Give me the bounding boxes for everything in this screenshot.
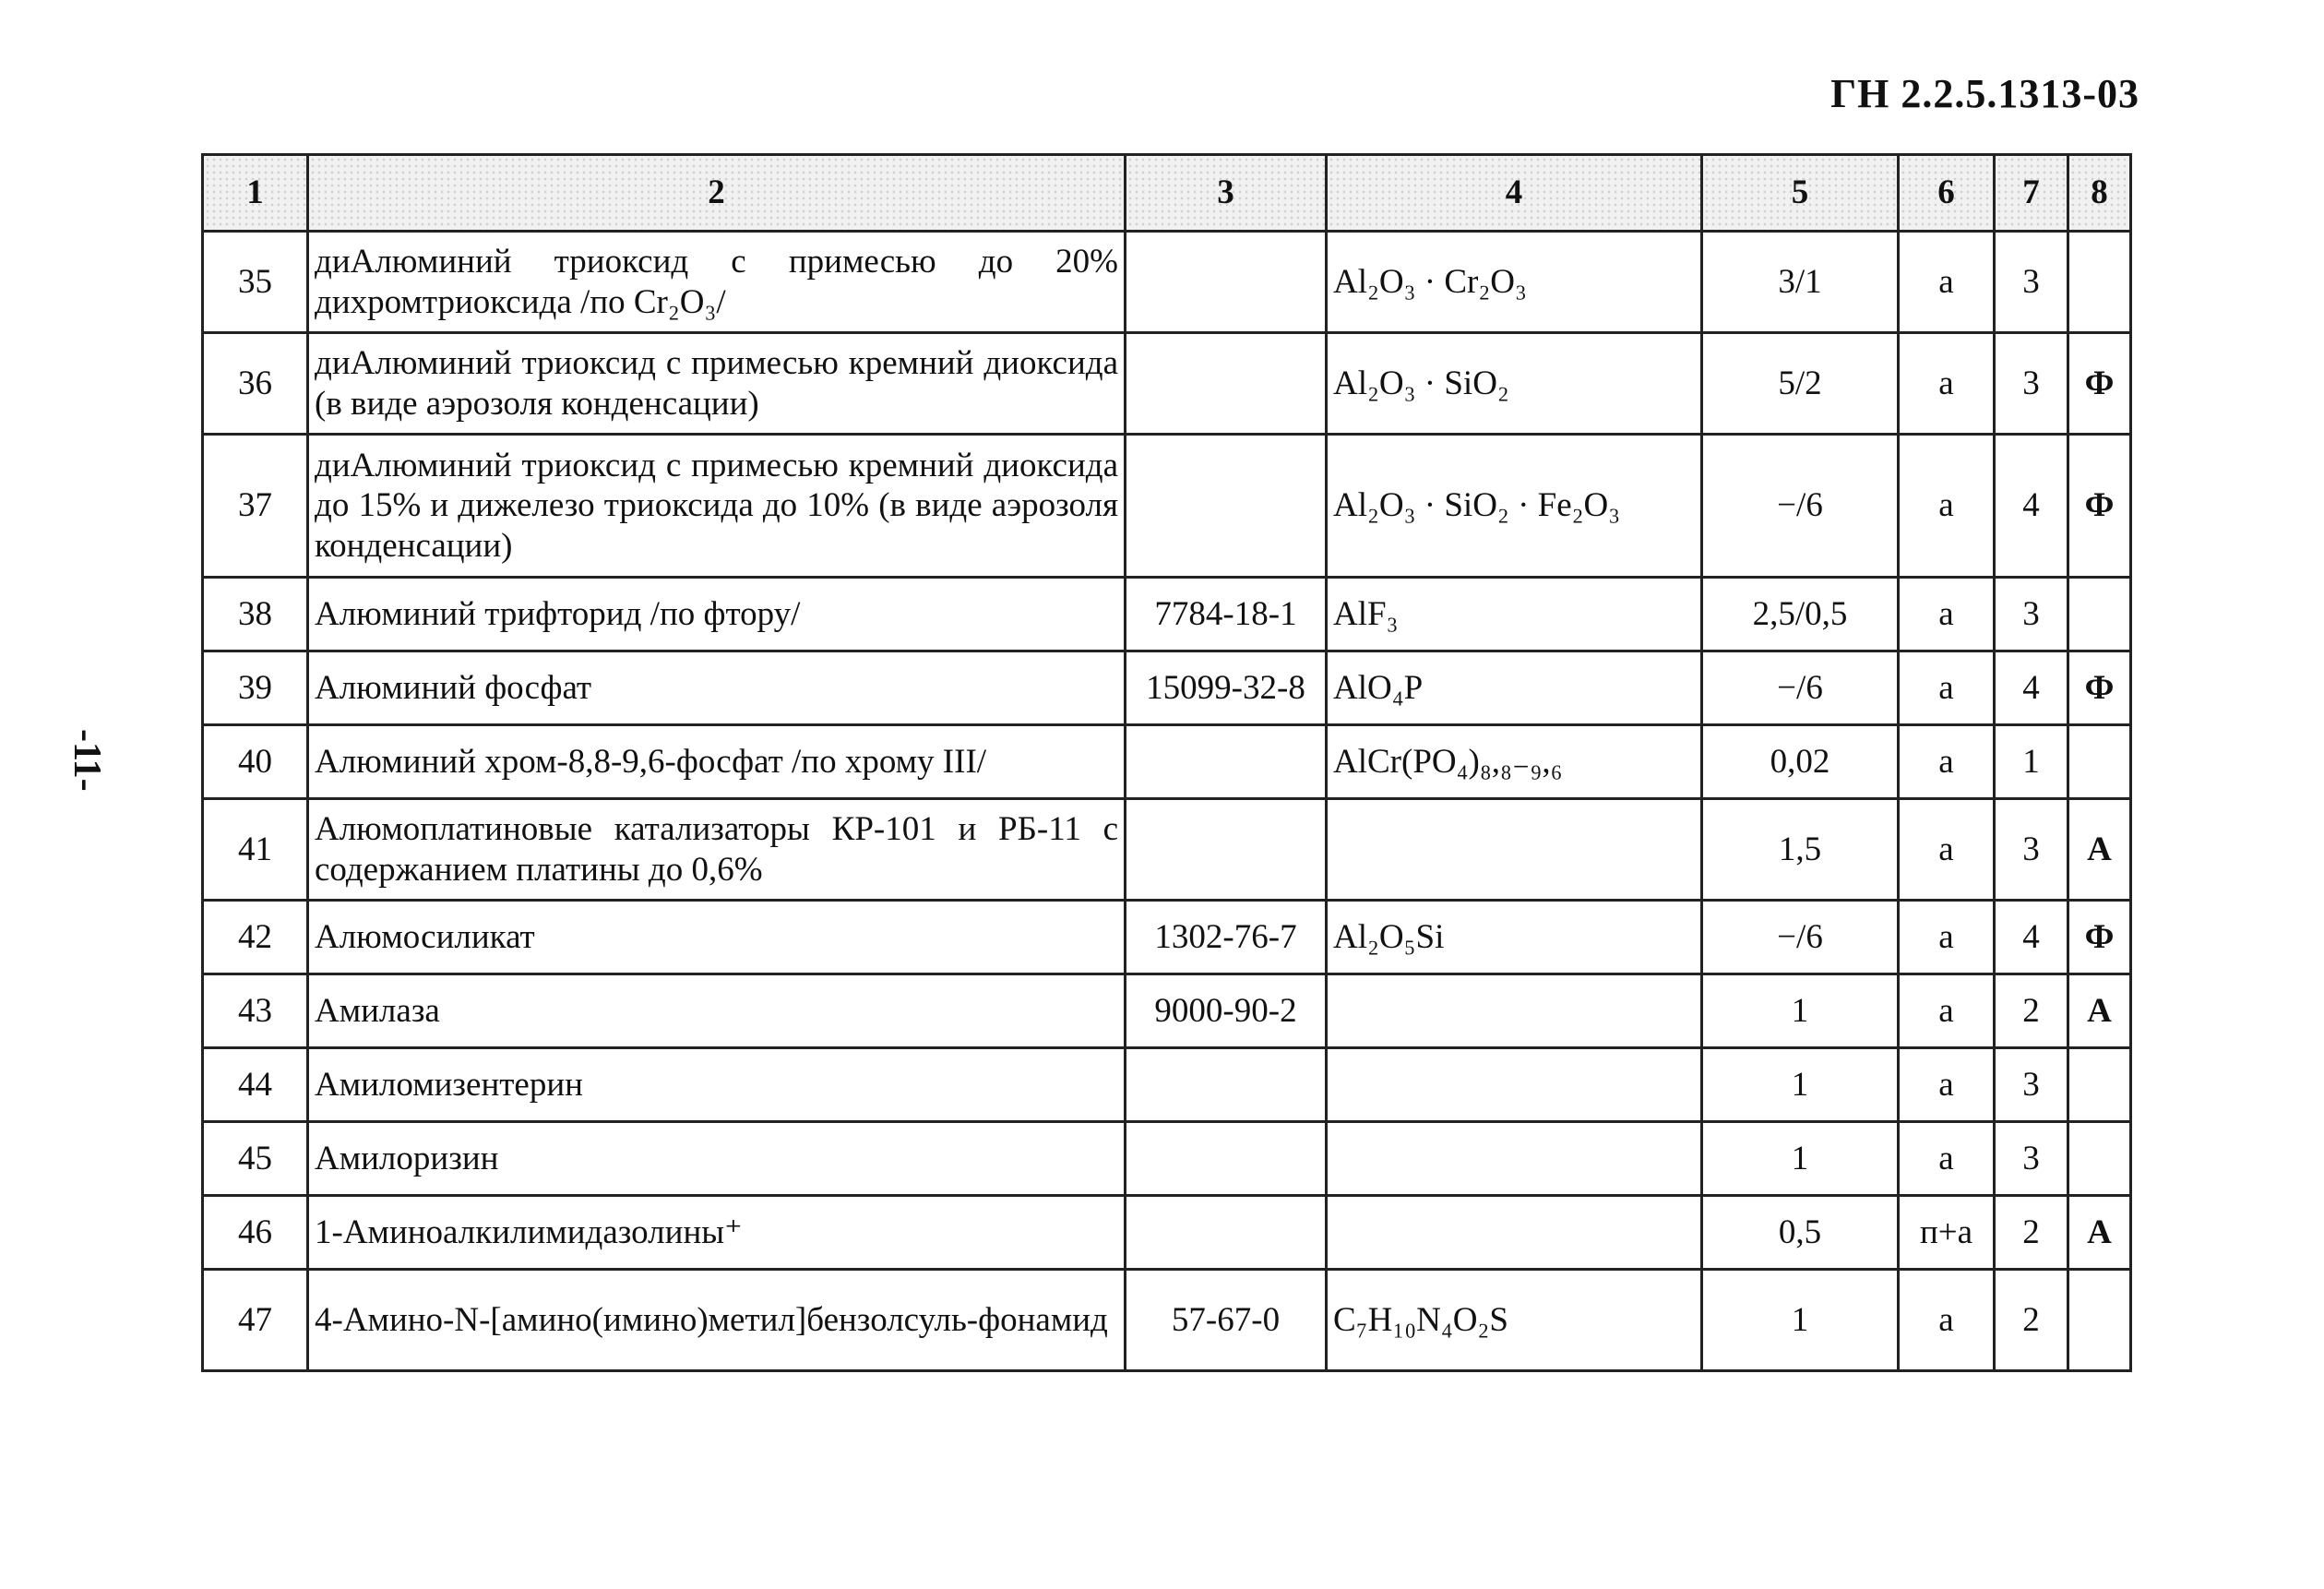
row-number: 47	[203, 1270, 308, 1371]
column-header: 1	[203, 155, 308, 232]
column-7-value: 2	[1995, 974, 2068, 1048]
cas-number	[1126, 1122, 1327, 1196]
column-7-value: 1	[1995, 725, 2068, 799]
chemical-formula	[1327, 799, 1702, 901]
table-row	[203, 435, 2131, 578]
row-number: 43	[203, 974, 308, 1048]
cas-number: 15099-32-8	[1126, 651, 1327, 725]
header-row	[203, 155, 2131, 232]
column-7-value: 4	[1995, 901, 2068, 974]
column-8-value: Ф	[2068, 651, 2131, 725]
substances-table	[201, 153, 2132, 1372]
column-5-value: 2,5/0,5	[1702, 578, 1899, 651]
page-number: -11-	[66, 729, 108, 792]
cas-number	[1126, 1048, 1327, 1122]
column-8-value: Ф	[2068, 333, 2131, 435]
substance-name: 4-Амино-N-[амино(имино)метил]бензолсуль-фонамид	[308, 1270, 1126, 1371]
column-5-value: 5/2	[1702, 333, 1899, 435]
column-5-value: 1	[1702, 1048, 1899, 1122]
column-5-value: 3/1	[1702, 232, 1899, 333]
substance-name: Алюминий трифторид /по фтору/	[308, 578, 1126, 651]
cas-number	[1126, 799, 1327, 901]
row-number: 35	[203, 232, 308, 333]
table-row	[203, 799, 2131, 901]
cas-number: 7784-18-1	[1126, 578, 1327, 651]
column-5-value: 0,02	[1702, 725, 1899, 799]
column-8-value	[2068, 725, 2131, 799]
row-number: 39	[203, 651, 308, 725]
column-6-value: а	[1899, 1048, 1995, 1122]
column-5-value: 1,5	[1702, 799, 1899, 901]
column-5-value: −/6	[1702, 651, 1899, 725]
row-number: 38	[203, 578, 308, 651]
table-row	[203, 1270, 2131, 1371]
table-row	[203, 1122, 2131, 1196]
row-number: 40	[203, 725, 308, 799]
table-row	[203, 651, 2131, 725]
cas-number: 57-67-0	[1126, 1270, 1327, 1371]
row-number: 37	[203, 435, 308, 578]
column-header: 3	[1126, 155, 1327, 232]
cas-number	[1126, 232, 1327, 333]
table-row	[203, 578, 2131, 651]
column-6-value: а	[1899, 974, 1995, 1048]
column-8-value	[2068, 578, 2131, 651]
substance-name: Амиломизентерин	[308, 1048, 1126, 1122]
chemical-formula: AlF₃	[1327, 578, 1702, 651]
column-6-value: а	[1899, 232, 1995, 333]
table-row	[203, 232, 2131, 333]
column-5-value: −/6	[1702, 435, 1899, 578]
cas-number	[1126, 725, 1327, 799]
substance-name: Алюмосиликат	[308, 901, 1126, 974]
column-7-value: 3	[1995, 578, 2068, 651]
row-number: 44	[203, 1048, 308, 1122]
chemical-formula	[1327, 1196, 1702, 1270]
column-7-value: 4	[1995, 651, 2068, 725]
column-6-value: а	[1899, 435, 1995, 578]
substance-name: диАлюминий триоксид с примесью кремний диоксида до 15% и дижелезо триоксида до 10% (в виде аэрозоля конденсации)	[308, 435, 1126, 578]
column-8-value: А	[2068, 799, 2131, 901]
column-8-value: Ф	[2068, 901, 2131, 974]
substance-name: Алюминий фосфат	[308, 651, 1126, 725]
substance-name: диАлюминий триоксид с примесью кремний диоксида (в виде аэрозоля конденсации)	[308, 333, 1126, 435]
table-row	[203, 1196, 2131, 1270]
cas-number	[1126, 1196, 1327, 1270]
column-7-value: 3	[1995, 799, 2068, 901]
column-6-value: а	[1899, 901, 1995, 974]
document-code: ГН 2.2.5.1313-03	[1830, 71, 2139, 116]
column-8-value: Ф	[2068, 435, 2131, 578]
chemical-formula	[1327, 974, 1702, 1048]
column-6-value: а	[1899, 725, 1995, 799]
row-number: 36	[203, 333, 308, 435]
column-5-value: −/6	[1702, 901, 1899, 974]
column-5-value: 1	[1702, 974, 1899, 1048]
column-8-value	[2068, 1122, 2131, 1196]
column-6-value: а	[1899, 333, 1995, 435]
chemical-formula: AlCr(PO₄)₈,₈₋₉,₆	[1327, 725, 1702, 799]
substance-name: Алюмоплатиновые катализаторы КР-101 и РБ-11 с содержанием платины до 0,6%	[308, 799, 1126, 901]
chemical-formula: Al₂O₃ · Cr₂O₃	[1327, 232, 1702, 333]
cas-number: 1302-76-7	[1126, 901, 1327, 974]
chemical-formula: Al₂O₃ · SiO₂	[1327, 333, 1702, 435]
chemical-formula	[1327, 1122, 1702, 1196]
column-6-value: а	[1899, 1122, 1995, 1196]
chemical-formula: Al₂O₅Si	[1327, 901, 1702, 974]
chemical-formula	[1327, 1048, 1702, 1122]
table-row	[203, 974, 2131, 1048]
cas-number	[1126, 333, 1327, 435]
substance-name: диАлюминий триоксид с примесью до 20% дихромтриоксида /по Cr₂O₃/	[308, 232, 1126, 333]
cas-number: 9000-90-2	[1126, 974, 1327, 1048]
column-8-value	[2068, 232, 2131, 333]
column-header: 4	[1327, 155, 1702, 232]
column-6-value: а	[1899, 799, 1995, 901]
column-header: 8	[2068, 155, 2131, 232]
column-8-value	[2068, 1048, 2131, 1122]
chemical-formula: Al₂O₃ · SiO₂ · Fe₂O₃	[1327, 435, 1702, 578]
table-row	[203, 901, 2131, 974]
substance-name: Амилоризин	[308, 1122, 1126, 1196]
chemical-formula: AlO₄P	[1327, 651, 1702, 725]
table-row	[203, 725, 2131, 799]
column-header: 7	[1995, 155, 2068, 232]
column-5-value: 0,5	[1702, 1196, 1899, 1270]
table-row	[203, 1048, 2131, 1122]
row-number: 45	[203, 1122, 308, 1196]
column-8-value: А	[2068, 974, 2131, 1048]
table-row	[203, 333, 2131, 435]
column-7-value: 3	[1995, 232, 2068, 333]
column-5-value: 1	[1702, 1270, 1899, 1371]
chemical-formula: C₇H₁₀N₄O₂S	[1327, 1270, 1702, 1371]
substance-name: 1-Аминоалкилимидазолины⁺	[308, 1196, 1126, 1270]
row-number: 46	[203, 1196, 308, 1270]
column-7-value: 3	[1995, 1048, 2068, 1122]
column-header: 2	[308, 155, 1126, 232]
column-6-value: а	[1899, 651, 1995, 725]
cas-number	[1126, 435, 1327, 578]
row-number: 42	[203, 901, 308, 974]
substance-name: Амилаза	[308, 974, 1126, 1048]
row-number: 41	[203, 799, 308, 901]
column-header: 5	[1702, 155, 1899, 232]
column-7-value: 4	[1995, 435, 2068, 578]
column-8-value: А	[2068, 1196, 2131, 1270]
column-8-value	[2068, 1270, 2131, 1371]
column-7-value: 3	[1995, 333, 2068, 435]
column-header: 6	[1899, 155, 1995, 232]
column-6-value: а	[1899, 578, 1995, 651]
column-7-value: 2	[1995, 1270, 2068, 1371]
column-6-value: а	[1899, 1270, 1995, 1371]
substance-name: Алюминий хром-8,8-9,6-фосфат /по хрому III/	[308, 725, 1126, 799]
column-7-value: 3	[1995, 1122, 2068, 1196]
column-7-value: 2	[1995, 1196, 2068, 1270]
column-5-value: 1	[1702, 1122, 1899, 1196]
column-6-value: п+а	[1899, 1196, 1995, 1270]
